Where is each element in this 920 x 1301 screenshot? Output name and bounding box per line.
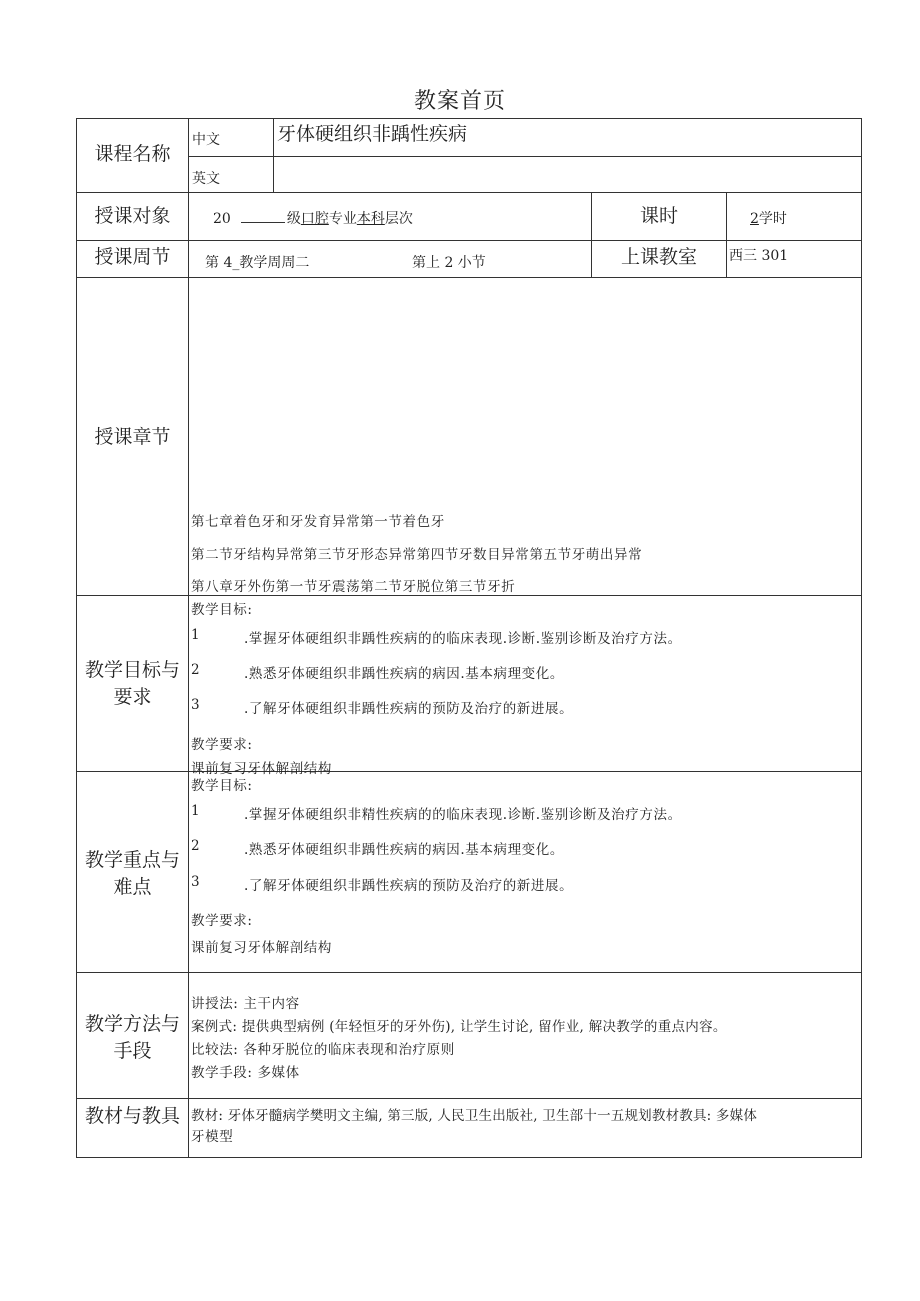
keypoints-label-line1: 教学重点与 [84,849,180,871]
materials-line: 牙模型 [191,1129,234,1145]
keypoints-item-num: 2 [191,838,201,854]
chapters-label: 授课章节 [94,426,171,448]
keypoints-item-text: .掌握牙体硬组织非精性疾病的的临床表现.诊断.鉴别诊断及治疗方法。 [244,807,682,823]
materials-label: 教材与教具 [84,1105,180,1127]
objectives-heading: 教学目标: [191,602,253,618]
schedule-label: 授课周节 [94,246,171,268]
schedule-period: 第上 2 小节 [412,255,486,271]
objectives-item-num: 3 [191,697,201,713]
methods-label-line1: 教学方法与 [84,1013,180,1035]
methods-line: 比较法: 各种牙脱位的临床表现和治疗原则 [191,1042,455,1058]
audience-mid: 专业 [328,211,357,227]
keypoints-label-line2: 难点 [113,876,152,898]
hours-number: 2 [750,211,759,227]
keypoints-heading: 教学目标: [191,778,253,794]
audience-label: 授课对象 [94,205,171,227]
course-cn-value: 牙体硬组织非踽性疾病 [277,123,468,145]
audience-suffix: 层次 [384,211,413,227]
objectives-item-text: .熟悉牙体硬组织非踽性疾病的病因.基本病理变化。 [244,666,564,682]
hours-label: 课时 [639,205,678,227]
course-cn-label: 中文 [192,132,220,148]
methods-label-line2: 手段 [113,1040,152,1062]
methods-line: 案例式: 提供典型病例 (年轻恒牙的牙外伤), 让学生讨论, 留作业, 解决教学的重点内容。 [191,1019,727,1035]
objectives-item-num: 1 [191,627,201,643]
keypoints-label [77,847,188,901]
keypoints-item-text: .熟悉牙体硬组织非踽性疾病的病因.基本病理变化。 [244,842,564,858]
chapter-line: 第八章牙外伤第一节牙震荡第二节牙脱位第三节牙折 [191,579,516,595]
chapter-line: 第七章着色牙和牙发育异常第一节着色牙 [191,514,445,530]
objectives-label [77,657,188,711]
objectives-req-text: 课前复习牙体解剖结构 [191,761,332,777]
objectives-label-line2: 要求 [113,686,152,708]
hours-unit: 学时 [758,211,787,227]
methods-label [77,1011,188,1065]
page-title: 教案首页 [413,89,506,114]
audience-prefix: 级 [286,211,301,227]
objectives-label-line1: 教学目标与 [84,659,180,681]
keypoints-req-text: 课前复习牙体解剖结构 [191,940,332,956]
objectives-item-text: .掌握牙体硬组织非踽性疾病的的临床表现.诊断.鉴别诊断及治疗方法。 [244,631,682,647]
audience-level: 本科 [356,211,385,227]
audience-year: 20 [213,211,231,227]
room-value: 西三 301 [729,248,789,264]
audience-value [213,208,413,228]
materials-line: 教材: 牙体牙髓病学樊明文主编, 第三版, 人民卫生出版社, 卫生部十一五规划教材教具: 多媒体 [191,1108,758,1124]
audience-major: 口腔 [300,211,329,227]
year-blank [241,210,285,223]
keypoints-req-heading: 教学要求: [191,913,253,929]
course-en-label: 英文 [192,171,220,187]
course-name-label: 课程名称 [94,143,171,165]
keypoints-item-text: .了解牙体硬组织非踽性疾病的预防及治疗的新进展。 [244,878,574,894]
hours-value [750,208,787,228]
methods-line: 教学手段: 多媒体 [191,1065,300,1081]
methods-line: 讲授法: 主干内容 [191,996,300,1012]
objectives-req-heading: 教学要求: [191,737,253,753]
objectives-item-text: .了解牙体硬组织非踽性疾病的预防及治疗的新进展。 [244,701,574,717]
keypoints-item-num: 1 [191,803,201,819]
schedule-week: 第 4_教学周周二 [205,255,310,271]
keypoints-item-num: 3 [191,874,201,890]
room-label: 上课教室 [620,246,697,268]
chapter-line: 第二节牙结构异常第三节牙形态异常第四节牙数目异常第五节牙萌出异常 [191,547,643,563]
objectives-item-num: 2 [191,662,201,678]
